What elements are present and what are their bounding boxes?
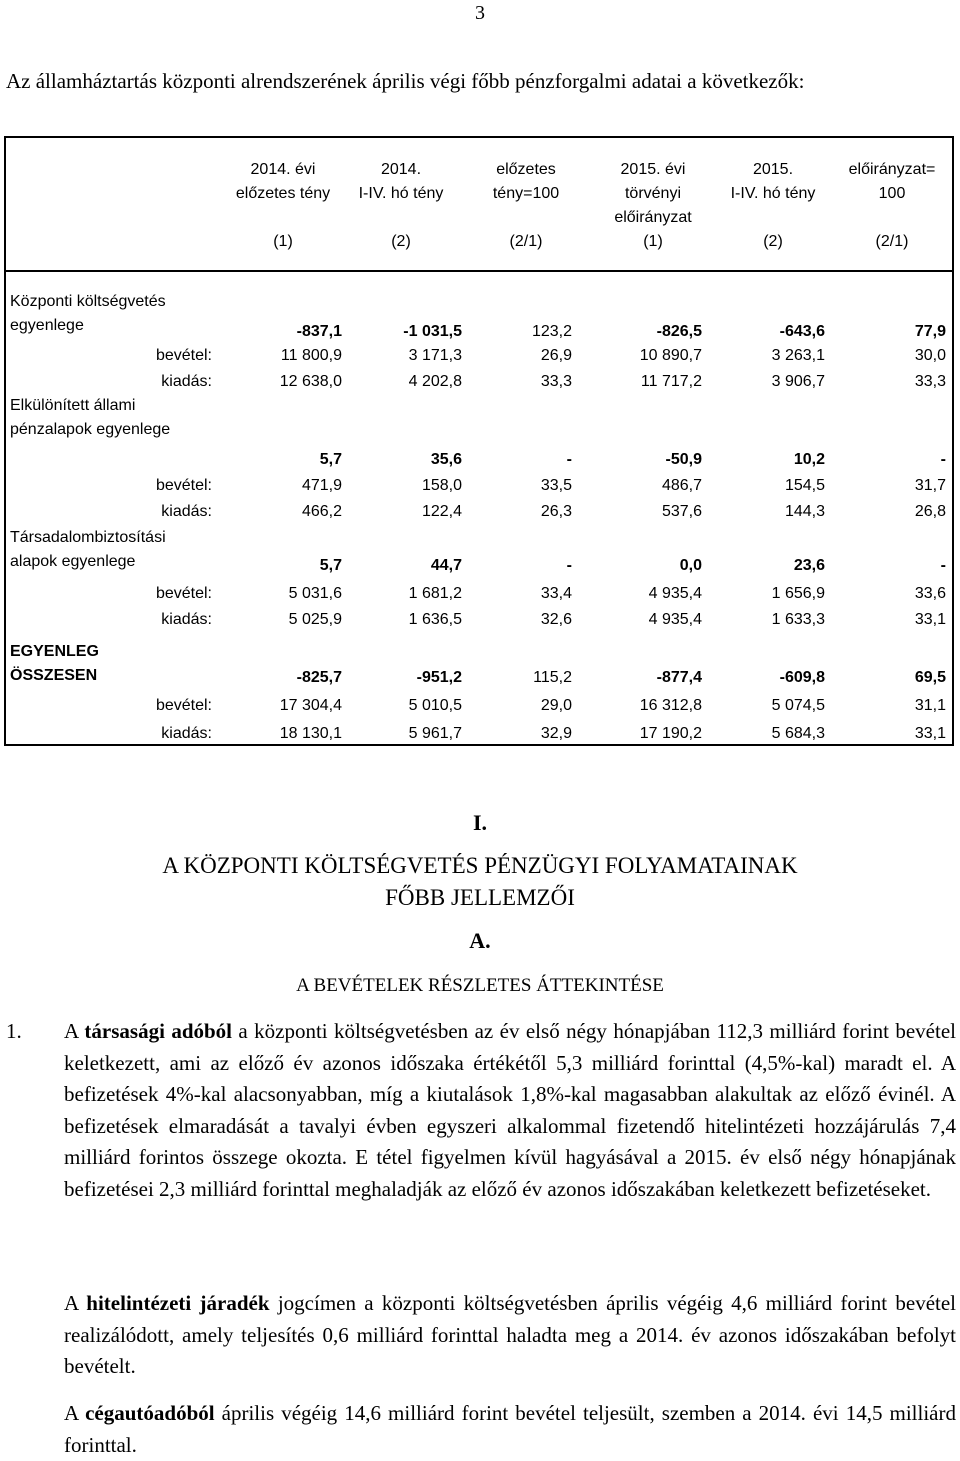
column-number-1: (1) — [273, 233, 293, 250]
table-row-income: bevétel: 471,9 158,0 33,5 486,7 154,5 31,7 — [155, 477, 946, 494]
column-number-6: (2/1) — [875, 233, 909, 250]
intro-text: Az államháztartás központi alrendszerének április végi főbb pénzforgalmi adatai a következők: — [6, 69, 805, 93]
header-divider — [6, 270, 952, 272]
column-header-2: 2014. I-IV. hó tény — [358, 161, 444, 202]
column-header-6: előirányzat= 100 — [848, 161, 936, 202]
section-title: A KÖZPONTI KÖLTSÉGVETÉS PÉNZÜGYI FOLYAMATAINAK FŐBB JELLEMZŐI — [162, 853, 798, 910]
column-header-4: 2015. évi törvényi előirányzat — [614, 161, 692, 226]
subsection-title: A BEVÉTELEK RÉSZLETES ÁTTEKINTÉSE — [296, 975, 664, 996]
highlight-corporate-tax: társasági adóból — [84, 1019, 233, 1043]
group-label-separate-funds: Elkülönített állami pénzalapok egyenlege — [10, 397, 171, 438]
column-number-3: (2/1) — [509, 233, 543, 250]
table-row-expense: kiadás: 12 638,0 4 202,8 33,3 11 717,2 3 906,7 33,3 — [161, 373, 946, 390]
group-label-central-budget: Központi költségvetés egyenlege — [10, 293, 166, 334]
section-number: I. — [472, 810, 488, 835]
paragraph-number: 1. — [6, 1019, 22, 1043]
column-header-1: 2014. évi előzetes tény — [235, 161, 331, 202]
group-label-overall-balance: EGYENLEG ÖSSZESEN — [10, 643, 99, 684]
table-row-income: bevétel: 5 031,6 1 681,2 33,4 4 935,4 1 656,9 33,6 — [155, 585, 946, 602]
column-header-3: előzetes tény=100 — [492, 161, 560, 202]
paragraph-company-car-tax: A cégautóadóból április végéig 14,6 milliárd forint bevétel teljesült, szemben a 2014. évi 14,5 milliárd forinttal. — [64, 1401, 956, 1457]
table-row-total: 5,7 44,7 - 0,0 23,6 - — [319, 557, 946, 574]
column-number-4: (1) — [643, 233, 663, 250]
group-label-social-security: Társadalombiztosítási alapok egyenlege — [10, 529, 166, 570]
column-number-2: (2) — [391, 233, 411, 250]
table-row-total: -837,1 -1 031,5 123,2 -826,5 -643,6 77,9 — [296, 323, 946, 340]
paragraph-credit-institution-levy: A hitelintézeti járadék jogcímen a központi költségvetésben április végéig 4,6 milliárd forint bevétel realizálódott, amely teljesítés 0,6 milliárd forinttal haladta meg a 2014. év azonos időszakában befolyt bevételt. — [64, 1291, 957, 1378]
table-row-total: -825,7 -951,2 115,2 -877,4 -609,8 69,5 — [296, 669, 946, 686]
table-row-expense: kiadás: 5 025,9 1 636,5 32,6 4 935,4 1 633,3 33,1 — [161, 611, 946, 628]
column-number-5: (2) — [763, 233, 783, 250]
table-row-total: 5,7 35,6 - -50,9 10,2 - — [319, 451, 946, 468]
page-number: 3 — [475, 2, 485, 24]
highlight-company-car-tax: cégautóadóból — [85, 1401, 215, 1425]
paragraph-corporate-tax: A társasági adóból a központi költségvetésben az év első négy hónapjában 112,3 milliárd forint bevétel keletkezett, ami az előző év azonos időszaka értékétől 5,3 milliárd forinttal (4,5%-kal) maradt el. A befizetések 4%-kal alacsonyabban, míg a kiutalások 1,8%-kal magasabban alakultak az előző évinél. A befizetések elmaradását a tavalyi évben egyszeri alkalommal fizetendő hitelintézeti hozzájárulás 7,4 milliárd forintos összege okozta. E tétel figyelmen kívül hagyásával a 2015. év első négy hónapjának befizetései 2,3 milliárd forinttal meghaladják az előző év azonos időszakában keletkezett befizetéseket. — [64, 1019, 956, 1201]
subsection-letter: A. — [469, 928, 491, 953]
table-row-expense: kiadás: 18 130,1 5 961,7 32,9 17 190,2 5 684,3 33,1 — [161, 725, 946, 742]
table-row-income: bevétel: 11 800,9 3 171,3 26,9 10 890,7 3 263,1 30,0 — [155, 347, 946, 364]
column-header-5: 2015. I-IV. hó tény — [730, 161, 816, 202]
highlight-credit-institution-levy: hitelintézeti járadék — [86, 1291, 270, 1315]
table-row-expense: kiadás: 466,2 122,4 26,3 537,6 144,3 26,8 — [161, 503, 946, 520]
cash-flow-table — [4, 136, 954, 746]
table-row-income: bevétel: 17 304,4 5 010,5 29,0 16 312,8 5 074,5 31,1 — [155, 697, 946, 714]
